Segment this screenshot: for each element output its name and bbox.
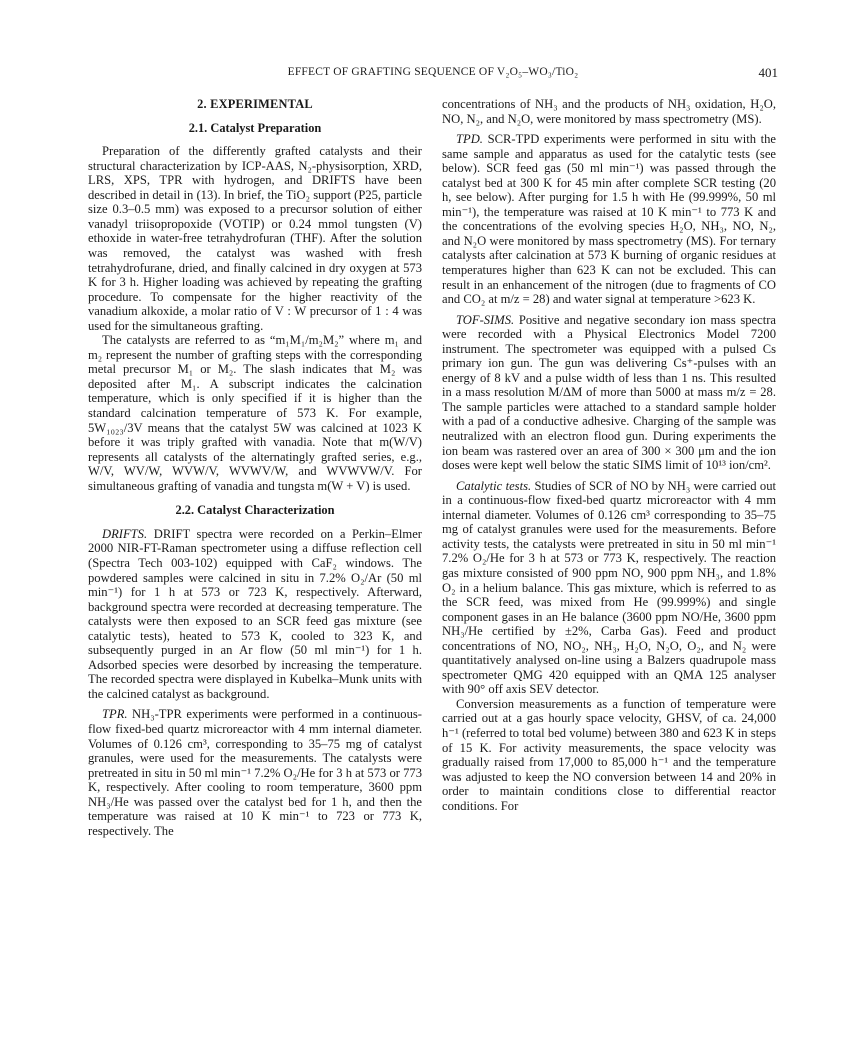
runin-heading-tof-sims: TOF-SIMS. bbox=[456, 312, 515, 327]
paragraph-catalyst-naming: The catalysts are referred to as “m₁M₁/m₂M₂” where m₁ and m₂ represent the number of grafting steps with the corresponding metal precursor M₁ or M₂. The slash indicates that M₂ was deposited after M₁. A subscript indicates the calcination temperature, which is only specified if it is higher than the standard calcination temperature of 573 K. For example, 5W₁₀₂₃/3V means that the catalyst 5W was calcined at 1023 K before it was triply grafted with vanadia. Note that m(W/V) represents all catalysts of the alternatingly grafted series, e.g., W/V, WV/W, WVW/V, WVWV/W, and WVWVW/V. For simultaneous grafting of vanadia and tungsta m(W + V) is used. bbox=[88, 333, 422, 493]
paragraph-tpd bbox=[442, 132, 776, 307]
runin-heading-catalytic-tests: Catalytic tests. bbox=[456, 478, 532, 493]
running-title: EFFECT OF GRAFTING SEQUENCE OF V₂O₅–WO₃/TiO₂ bbox=[287, 66, 579, 78]
page-number: 401 bbox=[758, 65, 778, 80]
section-title-experimental: 2. EXPERIMENTAL bbox=[197, 97, 313, 111]
paragraph-catalytic-tests-text: Studies of SCR of NO by NH₃ were carried out in a continuous-flow fixed-bed quartz microreactor with 4 mm internal diameter. Volumes of 0.126 cm³ corresponding to 35–75 mg of catalyst granules were used for the measurements. Before activity tests, the catalysts were pretreated in situ in 50 ml min⁻¹ 7.2% O₂/He for 3 h at 573 or 773 K, respectively. The reaction gas mixture consisted of 900 ppm NO, 900 ppm NH₃, and 1.8% O₂ in a helium balance. This gas mixture, which is referred to as the SCR feed, was mixed from He (99.999%) and single component gases in an He balance (3600 ppm NO/He, 3600 ppm NH₃/He certified by ±2%, Carba Gas). Feed and product concentrations of NO, NO₂, NH₃, H₂O, N₂O, O₂, and N₂ were quantitatively analysed on-line using a Balzers quadrupole mass spectrometer QMG 420 equipped with an QMA 125 analyser with 90° off axis SEV detector. bbox=[442, 478, 776, 697]
paragraph-tof-sims bbox=[442, 313, 776, 473]
paragraph-drifts bbox=[88, 527, 422, 702]
left-column bbox=[88, 97, 422, 838]
subsection-title-catalyst-preparation: 2.1. Catalyst Preparation bbox=[188, 120, 322, 135]
paragraph-tof-sims-text: Positive and negative secondary ion mass spectra were recorded with a Physical Electronics Model 7200 instrument. The spectrometer was equipped with a pulsed Cs primary ion gun. The gun was delivering Cs⁺-pulses with an energy of 8 kV and a pulse width of less than 1 ns. This resulted in a mass resolution M/ΔM of more than 5000 at mass m/z = 28. The sample particles were attached to a standard sample holder with a pad of a conductive adhesive. Charging of the sample was neutralized with an electron flood gun. During experiments the ion beam was rastered over an area of 300 × 300 μm and the ion doses were kept well below the static SIMS limit of 10¹³ ion/cm². bbox=[442, 312, 777, 473]
subsection-title-catalyst-characterization: 2.2. Catalyst Characterization bbox=[175, 503, 335, 518]
runin-heading-drifts: DRIFTS. bbox=[102, 526, 148, 541]
runin-heading-tpd: TPD. bbox=[456, 132, 483, 147]
paragraph-catalytic-tests bbox=[442, 479, 776, 697]
paragraph-tpr-text: NH₃-TPR experiments were performed in a continuous-flow fixed-bed quartz microreactor with 4 mm internal diameter. Volumes of 0.126 cm³, corresponding to 35–75 mg of catalyst granules, were used for the measurements. The catalysts were pretreated in situ in 50 ml min⁻¹ 7.2% O₂/He for 3 h at 573 or 773 K, respectively. After cooling to room temperature, 3600 ppm NH₃/He was passed over the catalyst bed for 1 h, and then the temperature was raised at 10 K min⁻¹ to 723 or 773 K, respectively. The bbox=[88, 707, 422, 838]
paragraph-drifts-text: DRIFT spectra were recorded on a Perkin–Elmer 2000 NIR-FT-Raman spectrometer using a diffuse reflection cell (Spectra Tech 003-102) equipped with CaF₂ windows. The powdered samples were calcined in situ in 7.2% O₂/Ar (50 ml min⁻¹) for 1 h at 573 or 723 K, respectively. Afterward, background spectra were recorded at decreasing temperature. The catalysts were then exposed to an SCR feed gas mixture (see catalytic tests), heated to 573 K, cooled to 323 K, and subsequently purged in an Ar flow (50 ml min⁻¹) for 1 h. Adsorbed species were desorbed by increasing the temperature. The recorded spectra were displayed in Kubelka–Munk units with the calcined catalyst as background. bbox=[88, 526, 423, 701]
paragraph-tpr bbox=[88, 707, 422, 838]
paragraph-preparation: Preparation of the differently grafted catalysts and their structural characterization by ICP-AAS, N₂-physisorption, XRD, LRS, XPS, TPR with hydrogen, and DRIFTS have been described in detail in (13). In brief, the TiO₂ support (P25, particle size 0.3–0.5 mm) was exposed to a precursor solution of either vanadyl triisopropoxide (VOTIP) or 0.24 mmol tungsten (V) ethoxide in water-free tetrahydrofuran (THF). After the solution was removed, the catalyst was washed with fresh tetrahydrofurane, dried, and finally calcined in dry oxygen at 573 K for 3 h. Higher loading was achieved by repeating the grafting procedure. To compensate for the higher reactivity of the vanadium alkoxide, a molar ratio of V : W precursor of 1 : 4 was used for the simultaneous grafting. bbox=[88, 144, 422, 333]
running-head bbox=[88, 66, 778, 84]
runin-heading-tpr: TPR. bbox=[102, 707, 128, 722]
paragraph-tpd-text: SCR-TPD experiments were performed in situ with the same sample and apparatus as used for the catalytic tests (see below). SCR feed gas (50 ml min⁻¹) was passed through the catalyst bed at 300 K for 45 min after complete SCR testing (20 h, see below). After purging for 1.5 h with He (99.999%, 50 ml min⁻¹), the temperature was raised at 10 K min⁻¹ to 773 K and the concentrations of the evolving species H₂O, NH₃, NO, N₂, and N₂O were monitored by mass spectrometry (MS). For ternary catalysts after calcination at 573 K burning of organic residues at temperatures higher than 623 K can not be excluded. This can result in an enhancement of the nitrogen (due to fragments of CO and CO₂ at m/z = 28) and water signal at temperature >623 K. bbox=[442, 132, 777, 307]
right-column bbox=[442, 97, 776, 813]
paragraph-tpr-continued: concentrations of NH₃ and the products of NH₃ oxidation, H₂O, NO, N₂, and N₂O, were monitored by mass spectrometry (MS). bbox=[442, 97, 776, 126]
paragraph-conversion-measurements: Conversion measurements as a function of temperature were carried out at a gas hourly space velocity, GHSV, of ca. 24,000 h⁻¹ (referred to total bed volume) between 380 and 623 K in steps of 15 K. For activity measurements, the space velocity was gradually raised from 17,000 to 85,000 h⁻¹ and the temperature was adjusted to keep the NO conversion between 14 and 20% in order to maintain conditions close to differential reactor conditions. For bbox=[442, 696, 776, 813]
